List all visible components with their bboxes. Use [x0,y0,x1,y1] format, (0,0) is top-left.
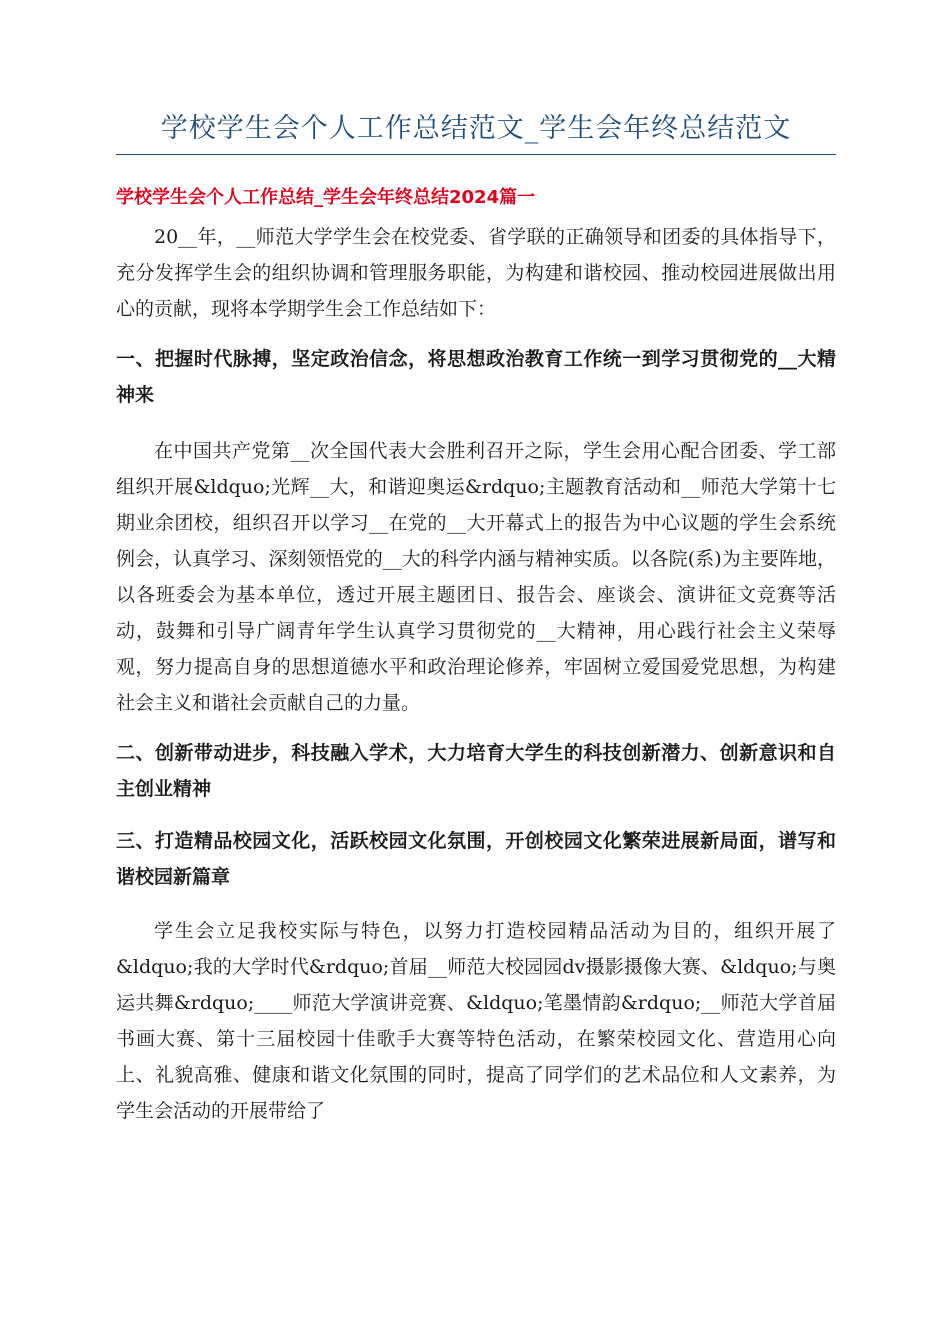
body-paragraph-2: 在中国共产党第__次全国代表大会胜利召开之际，学生会用心配合团委、学工部组织开展&ldquo;光辉__大，和谐迎奥运&rdquo;主题教育活动和__师范大学第十七期业余团校，组织召开以学习__在党的__大开幕式上的报告为中心议题的学生会系统例会，认真学习、深刻领悟党的__大的科学内涵与精神实质。以各院(系)为主要阵地，以各班委会为基本单位，透过开展主题团日、报告会、座谈会、演讲征文竞赛等活动，鼓舞和引导广阔青年学生认真学习贯彻党的__大精神，用心践行社会主义荣辱观，努力提高自身的思想道德水平和政治理论修养，牢固树立爱国爱党思想，为构建社会主义和谐社会贡献自己的力量。 [116,440,836,714]
document-page [116,108,836,1129]
body-paragraph-3: 学生会立足我校实际与特色，以努力打造校园精品活动为目的，组织开展了&ldquo;我的大学时代&rdquo;首届__师范大校园园dv摄影摄像大赛、&ldquo;与奥运共舞&rdquo;____师范大学演讲竞赛、&ldquo;笔墨情韵&rdquo;__师范大学首届书画大赛、第十三届校园十佳歌手大赛等特色活动，在繁荣校园文化、营造用心向上、礼貌高雅、健康和谐文化氛围的同时，提高了同学们的艺术品位和人文素养，为学生会活动的开展带给了 [116,920,836,1122]
document-title: 学校学生会个人工作总结范文_学生会年终总结范文 [116,108,836,155]
section-heading-1: 一、把握时代脉搏，坚定政治信念，将思想政治教育工作统一到学习贯彻党的__大精神来 [116,348,836,406]
section-heading-3: 三、打造精品校园文化，活跃校园文化氛围，开创校园文化繁荣进展新局面，谱写和谐校园新篇章 [116,830,836,888]
section-heading-2: 二、创新带动进步，科技融入学术，大力培育大学生的科技创新潜力、创新意识和自主创业精神 [116,742,836,800]
section-subtitle: 学校学生会个人工作总结_学生会年终总结2024篇一 [116,187,536,208]
intro-paragraph: 20__年，__师范大学学生会在校党委、省学联的正确领导和团委的具体指导下，充分发挥学生会的组织协调和管理服务职能，为构建和谐校园、推动校园进展做出用心的贡献，现将本学期学生会工作总结如下： [116,226,836,320]
